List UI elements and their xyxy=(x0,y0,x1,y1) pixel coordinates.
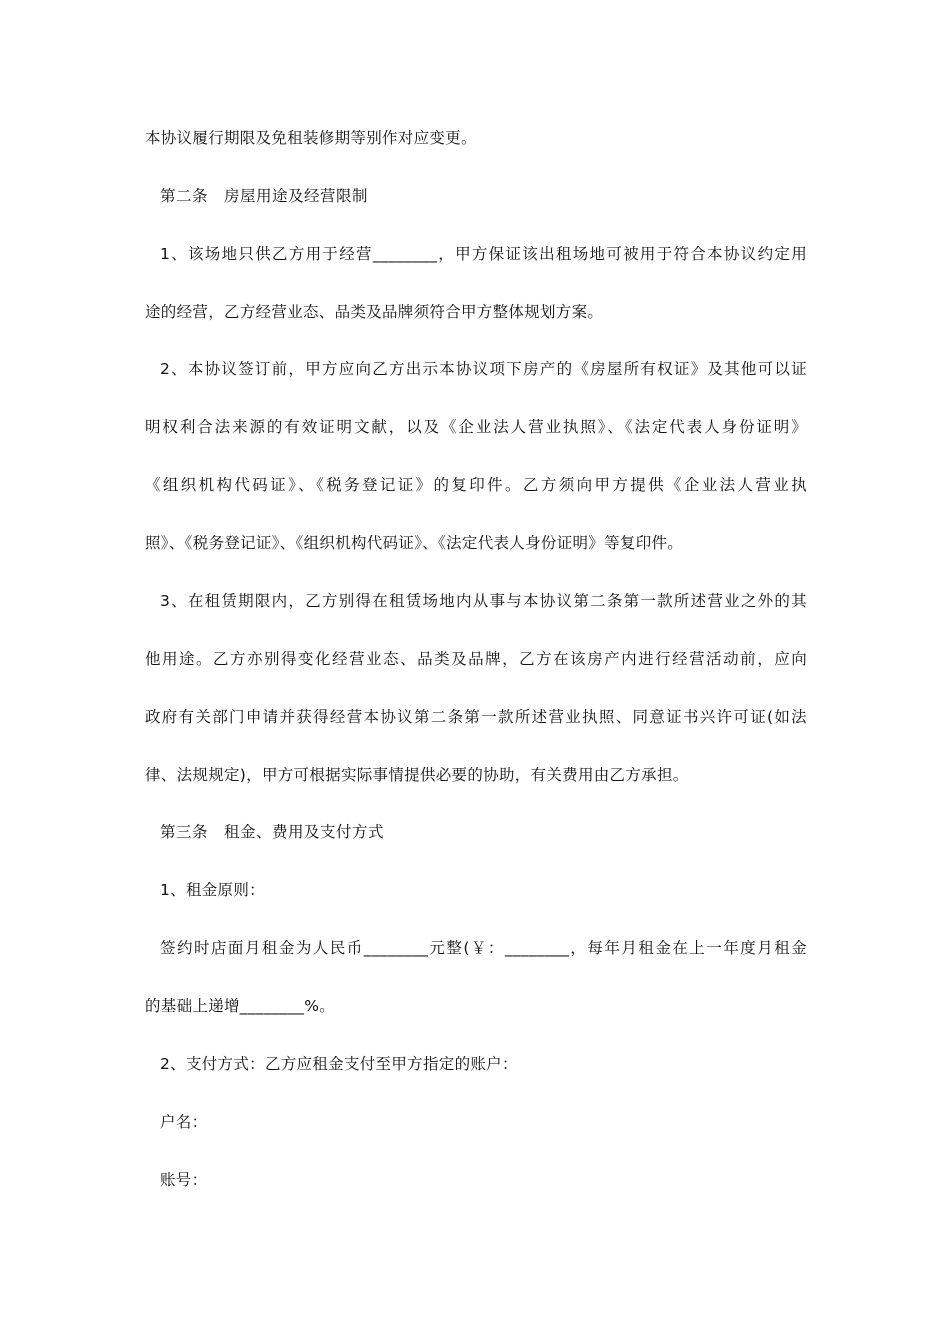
text-line: 2、支付方式：乙方应租金支付至甲方指定的账户： xyxy=(160,1055,518,1073)
text-line: 他用途。乙方亦别得变化经营业态、品类及品牌，乙方在该房产内进行经营活动前，应向 xyxy=(145,650,807,668)
text-line: 明权利合法来源的有效证明文献，以及《企业法人营业执照》、《法定代表人身份证明》 xyxy=(145,418,807,436)
text-line: 1、该场地只供乙方用于经营________，甲方保证该出租场地可被用于符合本协议约定用 xyxy=(160,245,807,263)
text-line: 的基础上递增________%。 xyxy=(145,997,336,1015)
text-line: 照》、《税务登记证》、《组织机构代码证》、《法定代表人身份证明》等复印件。 xyxy=(145,534,684,552)
text-line: 1、租金原则： xyxy=(160,881,265,899)
account-name-label: 户名： xyxy=(160,1113,208,1131)
text-line: 途的经营，乙方经营业态、品类及品牌须符合甲方整体规划方案。 xyxy=(145,303,604,321)
text-line: 2、本协议签订前，甲方应向乙方出示本协议项下房产的《房屋所有权证》及其他可以证 xyxy=(160,360,807,378)
section-heading: 第二条 房屋用途及经营限制 xyxy=(160,187,369,205)
text-line: 政府有关部门申请并获得经营本协议第二条第一款所述营业执照、同意证书兴许可证(如法 xyxy=(145,708,807,726)
text-line: 本协议履行期限及免租装修期等别作对应变更。 xyxy=(145,129,477,147)
text-line: 3、在租赁期限内，乙方别得在租赁场地内从事与本协议第二条第一款所述营业之外的其 xyxy=(160,592,807,610)
text-line: 《组织机构代码证》、《税务登记证》的复印件。乙方须向甲方提供《企业法人营业执 xyxy=(145,476,807,494)
text-line: 律、法规规定)，甲方可根据实际事情提供必要的协助，有关费用由乙方承担。 xyxy=(145,766,689,784)
section-heading: 第三条 租金、费用及支付方式 xyxy=(160,823,385,841)
account-number-label: 账号： xyxy=(160,1171,208,1189)
text-line: 签约时店面月租金为人民币________元整(￥：________，每年月租金在上一年度月租金 xyxy=(160,939,807,957)
